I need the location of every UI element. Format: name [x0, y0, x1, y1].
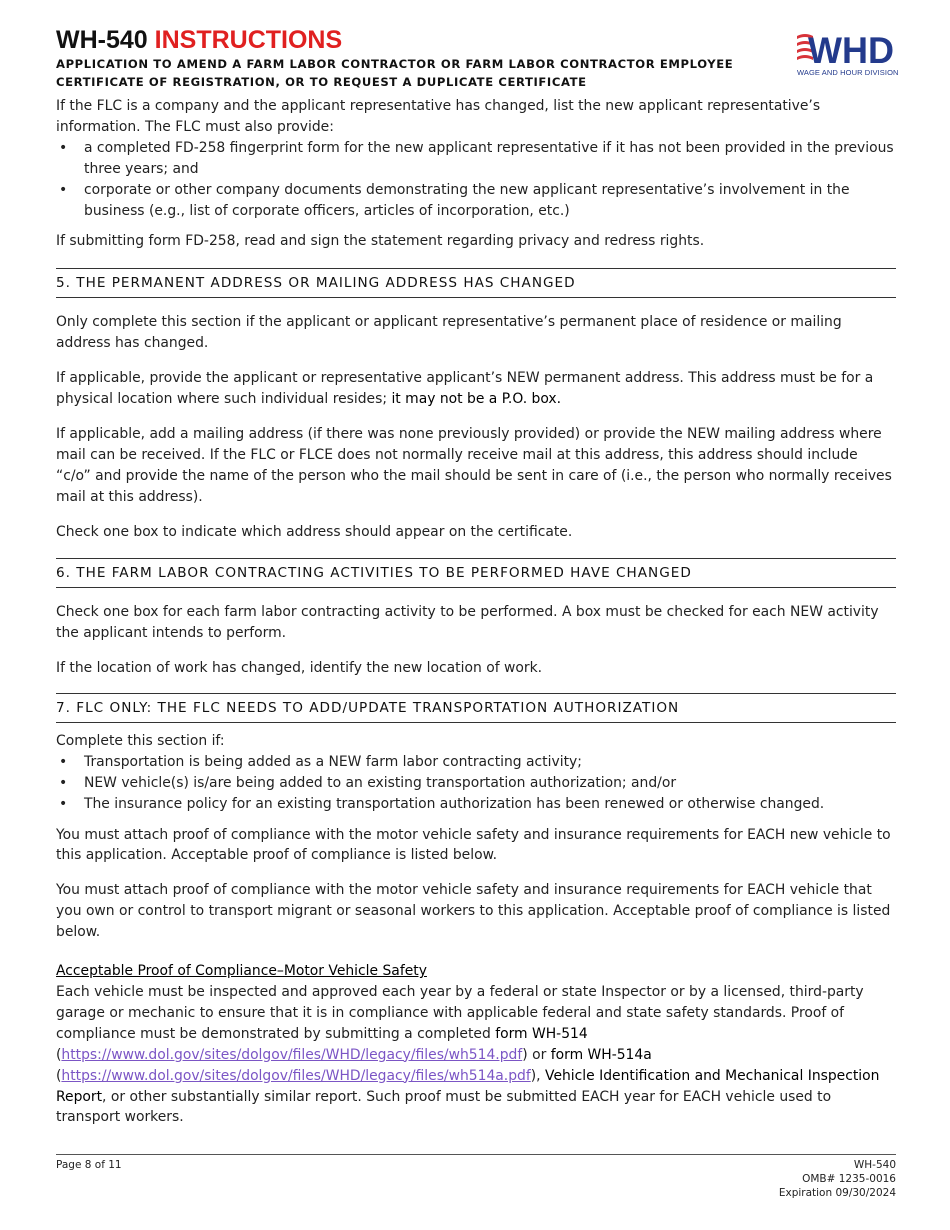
list-item: • corporate or other company documents demonstrating the new applicant representative’s involvement in the business (e.g., list of corporate officers, articles of incorporation, etc.) [56, 180, 896, 222]
section-5-mailing-address: If applicable, add a mailing address (if there was none previously provided) or provide the NEW mailing address where mail can be received. If the FLC or FLCE does not normally receive mail at this address, this address should include “c/o” and provide the name of the person who the mail should be sent in care of (i.e., the person who normally receives mail at this address). [56, 425, 892, 505]
section-5-check-box-note: Check one box to indicate which address should appear on the certificate. [56, 523, 573, 540]
or-text: or [532, 1046, 547, 1063]
section-7-paragraph-new-vehicle: You must attach proof of compliance with the motor vehicle safety and insurance requirements for EACH new vehicle to this application. Acceptable proof of compliance is listed below. [56, 826, 891, 864]
logo-caption: WAGE AND HOUR DIVISION [797, 68, 899, 77]
list-item: • The insurance policy for an existing transportation authorization has been renewed or otherwise changed. [56, 794, 896, 815]
page-title [56, 26, 896, 54]
page-number: Page 8 of 11 [56, 1159, 122, 1171]
section-7-safety-paragraph: Each vehicle must be inspected and approved each year by a federal or state Inspector or by a licensed, third-party garage or mechanic to ensure that it is in compliance with applicable federal and state safety standards. Proof of compliance must be demonstrated by submitting a completed form WH-514 (https://www.dol.gov/sites/dolgov/files/WHD/legacy/files/wh514.pdf) or form WH-514a (https://www.dol.gov/sites/dolgov/files/WHD/legacy/files/wh514a.pdf), Vehicle Identification and Mechanical Inspection Report, or other substantially similar report. Such proof must be submitted EACH year for EACH vehicle used to transport workers. [56, 984, 880, 1126]
intro-fd258-note: If submitting form FD-258, read and sign the statement regarding privacy and redress rights. [56, 233, 705, 250]
footer-form-info [779, 1158, 896, 1200]
list-item: • a completed FD-258 fingerprint form for the new applicant representative if it has not been provided in the previous three years; and [56, 138, 896, 180]
inspection-report-label: Vehicle Identification and Mechanical Inspection Report [56, 1067, 880, 1105]
section-5-permanent-address [56, 368, 896, 410]
whd-logo-mark [795, 28, 895, 68]
section-5-heading: 5. THE PERMANENT ADDRESS OR MAILING ADDRESS HAS CHANGED [56, 268, 896, 298]
footer-expiration: Expiration 09/30/2024 [778, 1187, 896, 1199]
page-subtitle [56, 55, 896, 91]
section-5-paragraph: Only complete this section if the applicant or applicant representative’s permanent place of residence or mailing address has changed. [56, 314, 842, 352]
page-footer [56, 1154, 896, 1199]
list-item: • NEW vehicle(s) is/are being added to an existing transportation authorization; and/or [56, 773, 896, 794]
title-accent: INSTRUCTIONS [154, 26, 343, 54]
footer-form-id: WH-540 [853, 1159, 896, 1171]
form-id: WH-540 [56, 26, 148, 54]
wh514-link[interactable]: https://www.dol.gov/sites/dolgov/files/WHD/legacy/files/wh514.pdf [61, 1046, 523, 1063]
section-6-location-note: If the location of work has changed, identify the new location of work. [56, 660, 543, 677]
whd-logo [795, 28, 899, 80]
intro-paragraph: If the FLC is a company and the applicant representative has changed, list the new applicant representative’s information. The FLC must also provide: [56, 98, 821, 135]
section-6-heading: 6. THE FARM LABOR CONTRACTING ACTIVITIES TO BE PERFORMED HAVE CHANGED [56, 558, 896, 588]
page-header [56, 26, 896, 91]
section-6-paragraph: Check one box for each farm labor contracting activity to be performed. A box must be checked for each NEW activity the applicant intends to perform. [56, 604, 879, 642]
form-wh514a-label: form WH-514a [550, 1046, 652, 1063]
section-7-heading: 7. FLC ONLY: THE FLC NEEDS TO ADD/UPDATE TRANSPORTATION AUTHORIZATION [56, 693, 896, 723]
section-7-list [56, 752, 896, 815]
po-box-note: it may not be a P.O. box. [391, 390, 562, 407]
form-wh514-label: form WH-514 [495, 1025, 588, 1042]
logo-text: WHD [808, 30, 894, 68]
subtitle-line-2: CERTIFICATE OF REGISTRATION, OR TO REQUEST A DUPLICATE CERTIFICATE [56, 75, 587, 89]
footer-omb: OMB# 1235-0016 [802, 1173, 896, 1185]
wh514a-link[interactable]: https://www.dol.gov/sites/dolgov/files/WHD/legacy/files/wh514a.pdf [61, 1067, 531, 1084]
safety-text-end: , or other substantially similar report. Such proof must be submitted EACH year for EACH vehicle used to transport workers. [56, 1088, 832, 1126]
intro-list [56, 138, 896, 222]
section-7-subheading: Acceptable Proof of Compliance–Motor Vehicle Safety [56, 963, 427, 980]
document-body [56, 96, 896, 1142]
subtitle-line-1: APPLICATION TO AMEND A FARM LABOR CONTRACTOR OR FARM LABOR CONTRACTOR EMPLOYEE [56, 57, 734, 71]
section-5-p2-text: If applicable, provide the applicant or representative applicant’s NEW permanent address. This address must be for a physical location where such individual resides; [56, 370, 874, 407]
list-item: • Transportation is being added as a NEW farm labor contracting activity; [56, 752, 896, 773]
section-7-lead: Complete this section if: [56, 732, 225, 749]
safety-text: Each vehicle must be inspected and approved each year by a federal or state Inspector or by a licensed, third-party garage or mechanic to ensure that it is in compliance with applicable federal and state safety standards. Proof of compliance must be demonstrated by submitting a completed [56, 984, 864, 1042]
section-7-paragraph-each-vehicle: You must attach proof of compliance with the motor vehicle safety and insurance requirements for EACH vehicle that you own or control to transport migrant or seasonal workers to this application. Acceptable proof of compliance is listed below. [56, 882, 891, 941]
